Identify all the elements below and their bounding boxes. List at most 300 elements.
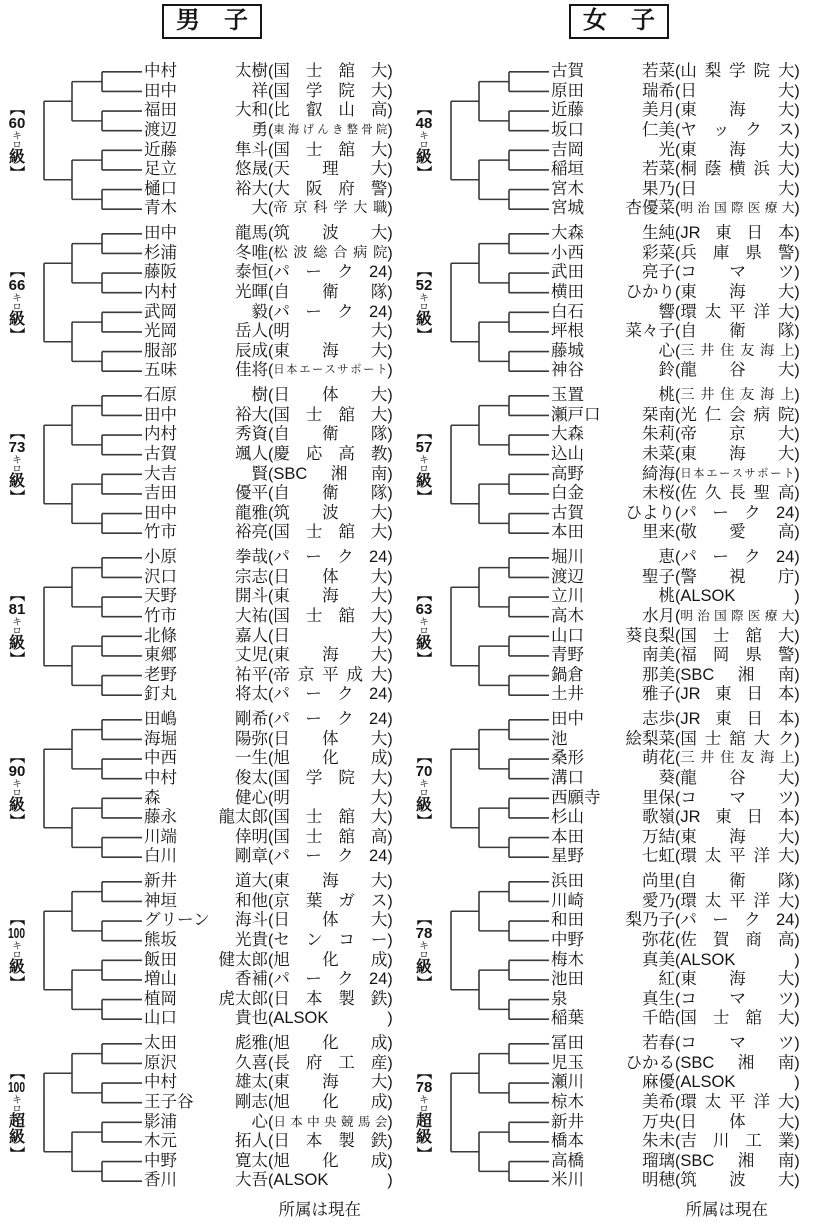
given-name: 美希 [642, 1092, 675, 1111]
close-paren: ) [794, 647, 800, 665]
close-paren: ) [387, 607, 393, 625]
competitor-name [144, 568, 268, 588]
competitor-row [144, 872, 406, 892]
weight-unit-char: キ [12, 292, 22, 304]
competitor-affiliation: 東海大 [273, 341, 388, 360]
competitor-name [551, 82, 675, 102]
weight-unit-char: キ [12, 130, 22, 142]
bracket-lines [34, 710, 144, 867]
competitor-affiliation: 日大 [273, 626, 388, 645]
label-open-bracket: 【 [415, 586, 433, 602]
competitor-row [144, 548, 406, 568]
given-name: 光貴 [235, 930, 268, 949]
competitor-row [551, 646, 813, 666]
competitor-name [551, 224, 675, 244]
weight-class-group [0, 224, 407, 381]
weight-unit-char: ロ [419, 1103, 429, 1115]
competitor-row [551, 808, 813, 828]
given-name: ひかる [625, 1053, 675, 1072]
competitor-name [551, 730, 675, 750]
open-paren: ( [268, 990, 274, 1008]
label-close-bracket: 】 [8, 1145, 26, 1161]
competitor-rows [144, 1034, 406, 1191]
given-name: 万央 [642, 1112, 675, 1131]
given-name: 生純 [642, 224, 675, 243]
competitor-name [144, 646, 268, 666]
family-name: 王子谷 [144, 1092, 194, 1111]
family-name: 大森 [551, 224, 584, 243]
given-name: 嘉人 [235, 626, 268, 645]
open-paren: ( [675, 990, 681, 1008]
open-paren: ( [675, 1035, 681, 1053]
label-open-bracket: 【 [415, 262, 433, 278]
open-paren: ( [675, 647, 681, 665]
given-name: 宗志 [235, 567, 268, 586]
family-name: 青野 [551, 646, 584, 665]
family-name: 高木 [551, 606, 584, 625]
close-paren: ) [794, 82, 800, 100]
competitor-affiliation: 山梨学院大 [680, 62, 795, 81]
label-open-bracket: 【 [8, 1064, 26, 1080]
weight-class-group [407, 548, 814, 705]
competitor-name [144, 141, 268, 161]
competitor-name [144, 445, 268, 465]
given-name: 雅子 [642, 685, 675, 704]
open-paren: ( [675, 588, 681, 606]
open-paren: ( [268, 465, 274, 483]
given-name: 真美 [642, 950, 675, 969]
competitor-row [551, 789, 813, 809]
competitor-name [551, 646, 675, 666]
close-paren: ) [794, 1172, 800, 1190]
weight-class-label [0, 102, 34, 180]
family-name: 東郷 [144, 646, 177, 665]
family-name: 白石 [551, 302, 584, 321]
competitor-name [144, 1073, 268, 1093]
open-paren: ( [268, 283, 274, 301]
weight-unit-char: ロ [12, 787, 22, 799]
competitor-row [144, 769, 406, 789]
competitor-name [144, 82, 268, 102]
competitor-affiliation: パーク24 [273, 710, 388, 729]
weight-unit-char: ロ [419, 463, 429, 475]
given-name: 龍太郎 [218, 808, 268, 827]
weight-class-group [407, 224, 814, 381]
competitor-name [551, 523, 675, 543]
family-name: 瀬戸口 [551, 405, 601, 424]
open-paren: ( [268, 504, 274, 522]
given-name: 拓人 [235, 1132, 268, 1151]
close-paren: ) [387, 303, 393, 321]
open-paren: ( [268, 264, 274, 282]
competitor-row [551, 1171, 813, 1191]
close-paren: ) [794, 445, 800, 463]
close-paren: ) [387, 730, 393, 748]
given-name: 将太 [235, 685, 268, 704]
competitor-affiliation: 帝京平成大 [273, 665, 388, 684]
open-paren: ( [675, 342, 681, 360]
given-name: 響 [658, 302, 675, 321]
label-open-bracket: 【 [8, 910, 26, 926]
given-name: 朱莉 [642, 425, 675, 444]
given-name: 仁美 [642, 120, 675, 139]
close-paren: ) [794, 504, 800, 522]
family-name: 影浦 [144, 1112, 177, 1131]
competitor-affiliation: 環太平洋大 [680, 891, 795, 910]
given-name: 未桜 [642, 484, 675, 503]
competitor-name [144, 892, 268, 912]
competitor-affiliation: 旭化成 [273, 950, 388, 969]
family-name: 小西 [551, 243, 584, 262]
competitor-affiliation: 比叡山高 [273, 101, 388, 120]
weight-class-label [0, 426, 34, 504]
label-close-bracket: 】 [415, 165, 433, 181]
close-paren: ) [794, 1093, 800, 1111]
family-name: 北條 [144, 626, 177, 645]
bracket-lines [34, 386, 144, 543]
family-name: 瀬川 [551, 1073, 584, 1092]
competitor-affiliation: JR東日本 [680, 710, 795, 729]
open-paren: ( [675, 686, 681, 704]
open-paren: ( [675, 303, 681, 321]
competitor-row [144, 931, 406, 951]
family-name: 原田 [551, 81, 584, 100]
competitor-row [144, 465, 406, 485]
weight-class-label [0, 912, 34, 990]
open-paren: ( [675, 406, 681, 424]
family-name: 藤永 [144, 808, 177, 827]
competitor-row [144, 646, 406, 666]
given-name: 歌嶺 [642, 808, 675, 827]
given-name: 裕亮 [235, 523, 268, 542]
competitor-row [144, 892, 406, 912]
open-paren: ( [675, 283, 681, 301]
competitor-affiliation: 国士舘高 [273, 827, 388, 846]
family-name: 光岡 [144, 322, 177, 341]
weight-number: 78 [415, 1078, 433, 1096]
competitor-affiliation: 兵庫県警 [680, 243, 795, 262]
weight-class-label [407, 264, 441, 342]
family-name: 福田 [144, 101, 177, 120]
weight-suffix-char: 級 [8, 634, 25, 652]
close-paren: ) [794, 465, 800, 483]
competitor-name [144, 1171, 268, 1191]
close-paren: ) [794, 809, 800, 827]
competitor-affiliation: 松波総合病院 [273, 244, 388, 261]
competitor-affiliation: 自衛隊 [273, 282, 388, 301]
competitor-affiliation: 国士舘大 [273, 405, 388, 424]
given-name: 剛志 [235, 1092, 268, 1111]
open-paren: ( [268, 303, 274, 321]
weight-number: 90 [8, 762, 26, 780]
close-paren: ) [387, 485, 393, 503]
close-paren: ) [387, 666, 393, 684]
weight-suffix-char: 級 [8, 148, 25, 166]
competitor-row [144, 1073, 406, 1093]
family-name: 内村 [144, 282, 177, 301]
competitor-name [144, 1152, 268, 1172]
competitor-affiliation: 東海大 [273, 872, 388, 891]
given-name: 桃 [658, 587, 675, 606]
competitor-row [144, 523, 406, 543]
competitor-affiliation: 自衛隊 [680, 322, 795, 341]
close-paren: ) [387, 1093, 393, 1111]
family-name: 冨田 [551, 1034, 584, 1053]
competitor-row [551, 685, 813, 705]
competitor-affiliation: 日本エースサポート [680, 467, 795, 480]
label-open-bracket: 【 [8, 586, 26, 602]
competitor-row [551, 1034, 813, 1054]
open-paren: ( [675, 465, 681, 483]
close-paren: ) [387, 828, 393, 846]
competitor-row [144, 121, 406, 141]
competitor-row [551, 101, 813, 121]
open-paren: ( [268, 426, 274, 444]
open-paren: ( [268, 588, 274, 606]
competitor-name [551, 244, 675, 264]
competitor-name [144, 685, 268, 705]
open-paren: ( [675, 445, 681, 463]
family-name: 坂口 [551, 120, 584, 139]
close-paren: ) [387, 244, 393, 262]
weight-suffix-char: 超 [8, 1112, 25, 1130]
weight-suffix-char: 級 [415, 472, 432, 490]
competitor-name [144, 361, 268, 381]
label-close-bracket: 】 [8, 327, 26, 343]
competitor-row [144, 82, 406, 102]
competitor-row [144, 180, 406, 200]
family-name: 田中 [144, 405, 177, 424]
column-title-men: 男 子 [176, 7, 248, 34]
weight-number: 73 [8, 438, 26, 456]
open-paren: ( [268, 568, 274, 586]
competitor-affiliation: 天理大 [273, 160, 388, 179]
close-paren: ) [387, 387, 393, 405]
competitor-name [551, 342, 675, 362]
competitor-name [551, 283, 675, 303]
competitor-name [144, 828, 268, 848]
competitor-affiliation: 日体大 [273, 729, 388, 748]
given-name: 香補 [235, 970, 268, 989]
family-name: 中村 [144, 768, 177, 787]
family-name: 横田 [551, 282, 584, 301]
family-name: 田中 [144, 224, 177, 243]
open-paren: ( [675, 828, 681, 846]
weight-unit-char: ロ [12, 463, 22, 475]
competitor-affiliation: 東海大 [680, 101, 795, 120]
weight-number: 52 [415, 276, 433, 294]
close-paren: ) [794, 485, 800, 503]
family-name: 杉山 [551, 808, 584, 827]
given-name: 健太郎 [218, 950, 268, 969]
family-name: 熊坂 [144, 930, 177, 949]
close-paren: ) [794, 303, 800, 321]
competitor-name [551, 710, 675, 730]
family-name: 浜田 [551, 872, 584, 891]
label-open-bracket: 【 [8, 100, 26, 116]
given-name: 菜々子 [625, 322, 675, 341]
close-paren: ) [387, 769, 393, 787]
given-name: 大祐 [235, 606, 268, 625]
close-paren: ) [794, 161, 800, 179]
close-paren: ) [794, 549, 800, 567]
competitor-row [551, 82, 813, 102]
competitor-affiliation: SBC湘南 [680, 1151, 795, 1170]
competitor-name [551, 322, 675, 342]
close-paren: ) [387, 102, 393, 120]
given-name: 若菜 [642, 62, 675, 81]
family-name: 竹市 [144, 523, 177, 542]
competitor-row [144, 808, 406, 828]
competitor-affiliation: 桐蔭横浜大 [680, 160, 795, 179]
competitor-row [551, 322, 813, 342]
close-paren: ) [794, 711, 800, 729]
given-name: 葵 [658, 768, 675, 787]
open-paren: ( [675, 971, 681, 989]
competitor-affiliation: 東海大 [273, 1073, 388, 1092]
open-paren: ( [268, 200, 274, 218]
competitor-row [551, 180, 813, 200]
close-paren: ) [387, 63, 393, 81]
close-paren: ) [387, 200, 393, 218]
close-paren: ) [387, 990, 393, 1008]
competitor-name [551, 892, 675, 912]
competitor-row [144, 1009, 406, 1029]
close-paren: ) [794, 426, 800, 444]
competitor-row [144, 283, 406, 303]
given-name: ひかり [625, 282, 675, 301]
competitor-row [144, 141, 406, 161]
given-name: 健心 [235, 788, 268, 807]
competitor-row [144, 406, 406, 426]
weight-class-label [407, 750, 441, 828]
competitor-affiliation: 京葉ガス [273, 891, 388, 910]
label-close-bracket: 】 [8, 651, 26, 667]
weight-suffix-char: 級 [415, 796, 432, 814]
given-name: 太樹 [235, 62, 268, 81]
competitor-affiliation: 佐賀商高 [680, 930, 795, 949]
open-paren: ( [675, 627, 681, 645]
open-paren: ( [268, 244, 274, 262]
family-name: 天野 [144, 587, 177, 606]
competitor-affiliation: 日本製鉄 [273, 989, 388, 1008]
open-paren: ( [675, 141, 681, 159]
close-paren: ) [387, 445, 393, 463]
open-paren: ( [268, 180, 274, 198]
competitor-name [144, 872, 268, 892]
competitor-affiliation: 東海大 [680, 970, 795, 989]
family-name: 児玉 [551, 1053, 584, 1072]
close-paren: ) [387, 647, 393, 665]
close-paren: ) [387, 1054, 393, 1072]
competitor-name [144, 548, 268, 568]
family-name: 川崎 [551, 891, 584, 910]
family-name: 近藤 [144, 140, 177, 159]
open-paren: ( [268, 1152, 274, 1170]
competitor-name [144, 931, 268, 951]
competitor-affiliation: SBC湘南 [680, 1053, 795, 1072]
competitor-row [144, 951, 406, 971]
competitor-affiliation: 旭化成 [273, 749, 388, 768]
competitor-affiliation: パーク24 [273, 548, 388, 567]
competitor-affiliation: ヤックス [680, 120, 795, 139]
competitor-row [551, 970, 813, 990]
weight-unit-char: キ [12, 778, 22, 790]
competitor-affiliation: 明大 [273, 788, 388, 807]
competitor-row [551, 892, 813, 912]
competitor-name [551, 303, 675, 323]
competitor-rows [144, 224, 406, 381]
given-name: 弥花 [642, 930, 675, 949]
competitor-name [144, 386, 268, 406]
given-name: 剛章 [235, 847, 268, 866]
family-name: 鍋倉 [551, 665, 584, 684]
weight-number: 57 [415, 438, 433, 456]
bracket-lines [441, 872, 551, 1029]
competitor-name [144, 1093, 268, 1113]
family-name: 杉浦 [144, 243, 177, 262]
weight-class-label [407, 588, 441, 666]
competitor-row [551, 911, 813, 931]
competitor-row [144, 730, 406, 750]
close-paren: ) [794, 912, 800, 930]
close-paren: ) [387, 1133, 393, 1151]
weight-class-group [0, 386, 407, 543]
close-paren: ) [387, 1010, 393, 1028]
open-paren: ( [268, 1113, 274, 1131]
competitor-row [144, 199, 406, 219]
given-name: 尚里 [642, 872, 675, 891]
competitor-rows [551, 710, 813, 867]
competitor-affiliation: 国士舘大 [273, 808, 388, 827]
open-paren: ( [268, 647, 274, 665]
open-paren: ( [675, 1093, 681, 1111]
given-name: 真生 [642, 989, 675, 1008]
given-name: 心 [658, 341, 675, 360]
family-name: 中村 [144, 1073, 177, 1092]
competitor-name [144, 710, 268, 730]
column-title-box-men [162, 4, 262, 39]
given-name: 海斗 [235, 911, 268, 930]
competitor-affiliation: 敬愛高 [680, 523, 795, 542]
given-name: 陽弥 [235, 729, 268, 748]
close-paren: ) [387, 931, 393, 949]
open-paren: ( [268, 789, 274, 807]
competitor-row [144, 484, 406, 504]
family-name: 宮木 [551, 179, 584, 198]
open-paren: ( [675, 809, 681, 827]
open-paren: ( [268, 627, 274, 645]
weight-unit-char: キ [419, 454, 429, 466]
competitor-name [144, 789, 268, 809]
competitor-row [551, 244, 813, 264]
close-paren: ) [387, 750, 393, 768]
competitor-affiliation: 環太平洋大 [680, 847, 795, 866]
open-paren: ( [675, 931, 681, 949]
label-open-bracket: 【 [415, 748, 433, 764]
close-paren: ) [794, 1113, 800, 1131]
competitor-affiliation: JR東日本 [680, 808, 795, 827]
family-name: 大吉 [144, 464, 177, 483]
competitor-name [144, 322, 268, 342]
competitor-name [551, 199, 675, 219]
competitor-name [551, 685, 675, 705]
competitor-name [144, 607, 268, 627]
competitor-affiliation: 日本中央競馬会 [273, 1114, 388, 1129]
competitor-name [144, 587, 268, 607]
competitor-name [144, 730, 268, 750]
given-name: 里来 [642, 523, 675, 542]
